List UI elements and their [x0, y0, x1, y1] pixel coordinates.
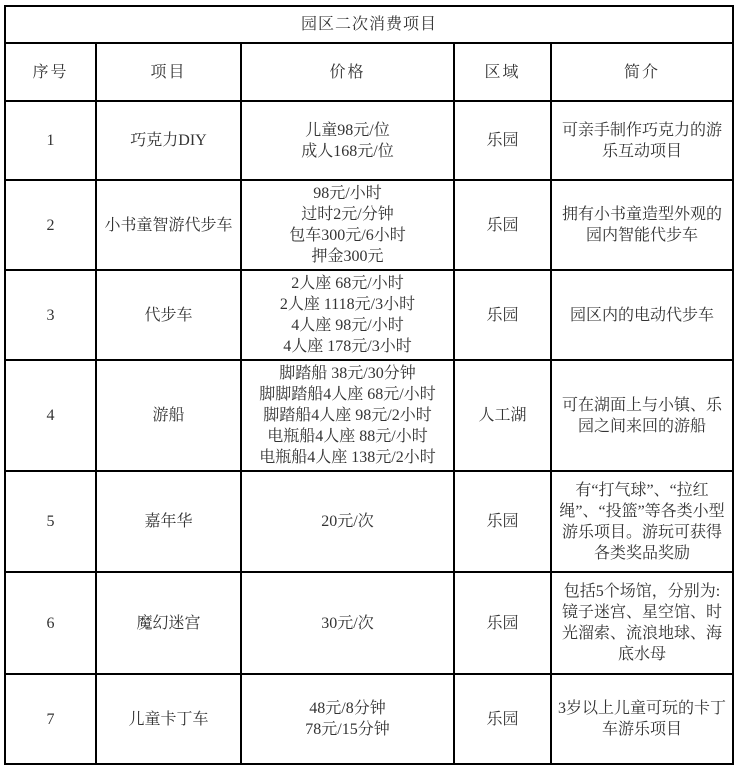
cell-price	[241, 572, 454, 674]
price-line: 78元/15分钟	[305, 721, 390, 738]
header-project: 项目	[96, 43, 241, 101]
cell-area: 乐园	[454, 471, 551, 572]
table-row	[5, 674, 733, 764]
header-intro: 简介	[551, 43, 733, 101]
cell-price	[241, 360, 454, 471]
cell-area: 乐园	[454, 180, 551, 270]
price-line: 脚踏船4人座 98元/2小时	[263, 407, 432, 424]
price-line: 98元/小时	[313, 185, 382, 202]
consumption-table	[4, 5, 734, 765]
table-row	[5, 270, 733, 360]
price-line: 2人座 68元/小时	[291, 275, 404, 292]
header-price: 价格	[241, 43, 454, 101]
cell-intro: 包括5个场馆，分别为:镜子迷宫、星空馆、时光溜索、流浪地球、海底水母	[551, 572, 733, 674]
cell-no: 2	[5, 180, 96, 270]
price-line: 20元/次	[321, 513, 374, 530]
cell-project: 嘉年华	[96, 471, 241, 572]
cell-no: 7	[5, 674, 96, 764]
cell-intro: 有“打气球”、“拉红绳”、“投篮”等各类小型游乐项目。游玩可获得各类奖品奖励	[551, 471, 733, 572]
title-row	[5, 6, 733, 43]
price-line: 电瓶船4人座 138元/2小时	[259, 449, 436, 466]
price-line: 2人座 1118元/3小时	[279, 296, 416, 313]
cell-intro: 园区内的电动代步车	[551, 270, 733, 360]
table-row	[5, 180, 733, 270]
table-title: 园区二次消费项目	[5, 6, 733, 43]
cell-price	[241, 674, 454, 764]
cell-area: 人工湖	[454, 360, 551, 471]
price-line: 脚踏船 38元/30分钟	[279, 365, 416, 382]
cell-project: 代步车	[96, 270, 241, 360]
cell-no: 6	[5, 572, 96, 674]
price-line: 儿童98元/位	[305, 121, 390, 139]
table-row	[5, 101, 733, 180]
table-row	[5, 471, 733, 572]
cell-project: 儿童卡丁车	[96, 674, 241, 764]
table-row	[5, 572, 733, 674]
price-line: 押金300元	[311, 248, 384, 265]
cell-area: 乐园	[454, 674, 551, 764]
price-line: 过时2元/分钟	[301, 206, 394, 223]
header-row	[5, 43, 733, 101]
header-area: 区域	[454, 43, 551, 101]
cell-no: 3	[5, 270, 96, 360]
cell-project: 小书童智游代步车	[96, 180, 241, 270]
cell-price	[241, 180, 454, 270]
price-line: 成人168元/位	[301, 142, 394, 160]
cell-project: 巧克力DIY	[96, 101, 241, 180]
cell-area: 乐园	[454, 572, 551, 674]
price-line: 48元/8分钟	[309, 700, 386, 717]
cell-project: 游船	[96, 360, 241, 471]
price-line: 包车300元/6小时	[289, 227, 406, 244]
cell-no: 1	[5, 101, 96, 180]
table-row	[5, 360, 733, 471]
header-no: 序号	[5, 43, 96, 101]
price-line: 4人座 98元/小时	[291, 317, 404, 334]
price-line: 电瓶船4人座 88元/小时	[267, 428, 428, 445]
price-line: 30元/次	[321, 614, 374, 632]
cell-intro: 拥有小书童造型外观的园内智能代步车	[551, 180, 733, 270]
cell-area: 乐园	[454, 101, 551, 180]
cell-no: 5	[5, 471, 96, 572]
price-line: 脚脚踏船4人座 68元/小时	[259, 386, 436, 403]
cell-area: 乐园	[454, 270, 551, 360]
cell-price	[241, 270, 454, 360]
cell-intro: 3岁以上儿童可玩的卡丁车游乐项目	[551, 674, 733, 764]
cell-project: 魔幻迷宫	[96, 572, 241, 674]
cell-price	[241, 471, 454, 572]
cell-price	[241, 101, 454, 180]
price-line: 4人座 178元/3小时	[283, 338, 412, 355]
cell-no: 4	[5, 360, 96, 471]
cell-intro: 可亲手制作巧克力的游乐互动项目	[551, 101, 733, 180]
cell-intro: 可在湖面上与小镇、乐园之间来回的游船	[551, 360, 733, 471]
table-body	[5, 101, 733, 764]
